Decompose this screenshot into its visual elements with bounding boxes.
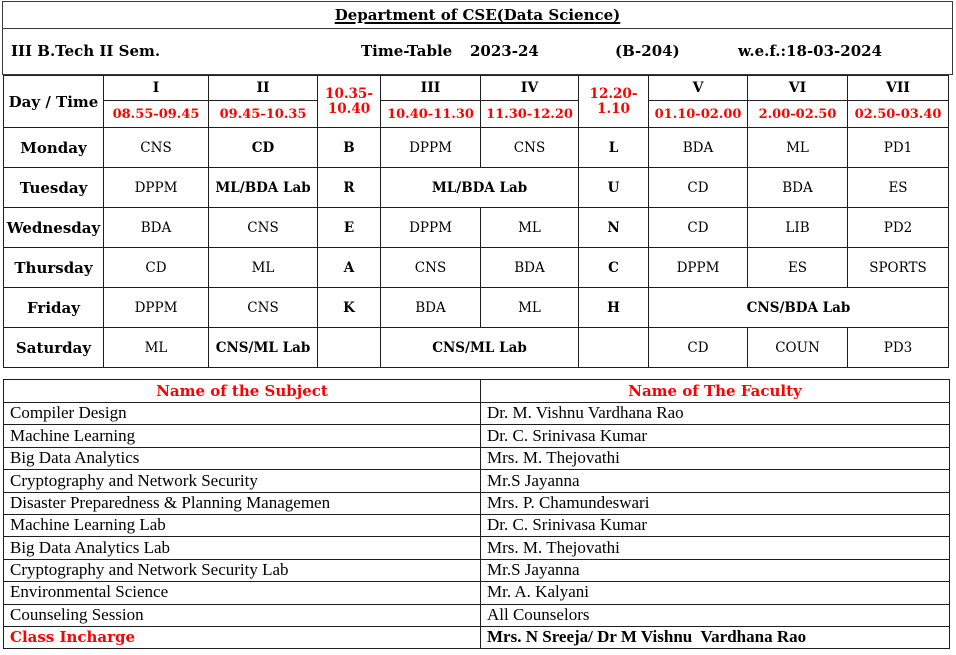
period-cell bbox=[318, 328, 381, 368]
timetable-row bbox=[4, 328, 949, 368]
period-cell: ES bbox=[748, 248, 848, 288]
subject-name: Machine Learning Lab bbox=[4, 514, 481, 536]
wef-date: w.e.f.:18-03-2024 bbox=[738, 42, 883, 60]
period-cell: C bbox=[579, 248, 649, 288]
subject-name: Big Data Analytics Lab bbox=[4, 537, 481, 559]
period-cell: A bbox=[318, 248, 381, 288]
period-time: 08.55-09.45 bbox=[104, 101, 209, 128]
day-label: Tuesday bbox=[4, 168, 104, 208]
period-cell: R bbox=[318, 168, 381, 208]
period-cell: CNS bbox=[381, 248, 481, 288]
subject-name: Environmental Science bbox=[4, 582, 481, 604]
period-cell: CD bbox=[649, 168, 748, 208]
semester-label: III B.Tech II Sem. bbox=[11, 42, 161, 60]
period-cell: ML bbox=[104, 328, 209, 368]
period-cell: CD bbox=[104, 248, 209, 288]
subject-row bbox=[4, 447, 950, 469]
period-cell: DPPM bbox=[104, 168, 209, 208]
day-label: Thursday bbox=[4, 248, 104, 288]
period-cell: N bbox=[579, 208, 649, 248]
header-info-row bbox=[3, 29, 952, 74]
timetable-row bbox=[4, 288, 949, 328]
subject-name: Big Data Analytics bbox=[4, 447, 481, 469]
period-header: V bbox=[649, 76, 748, 101]
lunch-column-header bbox=[579, 76, 649, 128]
period-cell: CNS bbox=[209, 208, 318, 248]
period-header: I bbox=[104, 76, 209, 101]
faculty-name: Mrs. N Sreeja/ Dr M Vishnu Vardhana Rao bbox=[481, 626, 950, 648]
period-time-row bbox=[4, 101, 949, 128]
faculty-name: Mrs. M. Thejovathi bbox=[481, 537, 950, 559]
period-cell: SPORTS bbox=[848, 248, 949, 288]
subject-name: Machine Learning bbox=[4, 425, 481, 447]
subject-name: Cryptography and Network Security bbox=[4, 470, 481, 492]
timetable-row bbox=[4, 208, 949, 248]
break-column-header bbox=[318, 76, 381, 128]
period-header: II bbox=[209, 76, 318, 101]
period-cell: CNS/ML Lab bbox=[381, 328, 579, 368]
period-cell: PD1 bbox=[848, 128, 949, 168]
timetable-grid bbox=[3, 75, 949, 368]
period-cell: CNS bbox=[104, 128, 209, 168]
period-cell: E bbox=[318, 208, 381, 248]
period-cell: DPPM bbox=[381, 208, 481, 248]
day-label: Wednesday bbox=[4, 208, 104, 248]
period-cell: ML bbox=[481, 208, 579, 248]
period-cell: ML bbox=[481, 288, 579, 328]
period-time: 02.50-03.40 bbox=[848, 101, 949, 128]
period-cell: DPPM bbox=[381, 128, 481, 168]
subject-faculty-table bbox=[3, 379, 950, 649]
period-cell: BDA bbox=[649, 128, 748, 168]
faculty-name: Mrs. P. Chamundeswari bbox=[481, 492, 950, 514]
period-time: 2.00-02.50 bbox=[748, 101, 848, 128]
period-cell: COUN bbox=[748, 328, 848, 368]
period-cell: CD bbox=[649, 328, 748, 368]
period-cell: DPPM bbox=[104, 288, 209, 328]
faculty-name: Mr.S Jayanna bbox=[481, 559, 950, 581]
period-cell: CNS bbox=[481, 128, 579, 168]
period-number-row bbox=[4, 76, 949, 101]
title-row bbox=[3, 2, 952, 29]
faculty-column-header: Name of The Faculty bbox=[481, 380, 950, 403]
period-header: VII bbox=[848, 76, 949, 101]
period-cell: ML/BDA Lab bbox=[381, 168, 579, 208]
period-cell: U bbox=[579, 168, 649, 208]
subject-name: Disaster Preparedness & Planning Managemen bbox=[4, 492, 481, 514]
faculty-name: Dr. C. Srinivasa Kumar bbox=[481, 514, 950, 536]
faculty-name: Dr. C. Srinivasa Kumar bbox=[481, 425, 950, 447]
period-cell: CNS/BDA Lab bbox=[649, 288, 949, 328]
period-header: IV bbox=[481, 76, 579, 101]
subject-row bbox=[4, 425, 950, 447]
lunch-time-line2: 1.10 bbox=[597, 100, 630, 117]
faculty-name: Mr.S Jayanna bbox=[481, 470, 950, 492]
subject-name: Counseling Session bbox=[4, 604, 481, 626]
period-cell: BDA bbox=[381, 288, 481, 328]
timetable-label: Time-Table bbox=[361, 42, 453, 60]
day-label: Saturday bbox=[4, 328, 104, 368]
faculty-name: All Counselors bbox=[481, 604, 950, 626]
class-incharge-row bbox=[4, 626, 950, 648]
day-label: Monday bbox=[4, 128, 104, 168]
subject-row bbox=[4, 604, 950, 626]
subject-row bbox=[4, 537, 950, 559]
period-cell: PD2 bbox=[848, 208, 949, 248]
lunch-time-line1: 12.20- bbox=[589, 85, 638, 102]
subject-table-header-row bbox=[4, 380, 950, 403]
subject-row bbox=[4, 582, 950, 604]
period-time: 09.45-10.35 bbox=[209, 101, 318, 128]
period-time: 01.10-02.00 bbox=[649, 101, 748, 128]
faculty-name: Dr. M. Vishnu Vardhana Rao bbox=[481, 403, 950, 425]
period-cell: K bbox=[318, 288, 381, 328]
page-title: Department of CSE(Data Science) bbox=[334, 6, 621, 24]
period-cell: BDA bbox=[104, 208, 209, 248]
period-time: 11.30-12.20 bbox=[481, 101, 579, 128]
subject-name: Cryptography and Network Security Lab bbox=[4, 559, 481, 581]
period-header: III bbox=[381, 76, 481, 101]
faculty-name: Mr. A. Kalyani bbox=[481, 582, 950, 604]
subject-row bbox=[4, 559, 950, 581]
period-cell: ML/BDA Lab bbox=[209, 168, 318, 208]
period-cell: CD bbox=[209, 128, 318, 168]
period-cell: LIB bbox=[748, 208, 848, 248]
day-label: Friday bbox=[4, 288, 104, 328]
academic-year: 2023-24 bbox=[470, 42, 539, 60]
period-cell: CNS/ML Lab bbox=[209, 328, 318, 368]
subject-row bbox=[4, 492, 950, 514]
subject-row bbox=[4, 514, 950, 536]
subject-row bbox=[4, 403, 950, 425]
timetable-row bbox=[4, 128, 949, 168]
period-cell: BDA bbox=[748, 168, 848, 208]
subject-column-header: Name of the Subject bbox=[4, 380, 481, 403]
period-cell: PD3 bbox=[848, 328, 949, 368]
period-cell: ML bbox=[209, 248, 318, 288]
period-cell: CD bbox=[649, 208, 748, 248]
subject-row bbox=[4, 470, 950, 492]
break-time-line1: 10.35- bbox=[325, 85, 373, 102]
timetable-row bbox=[4, 168, 949, 208]
subject-name: Class Incharge bbox=[4, 626, 481, 648]
faculty-name: Mrs. M. Thejovathi bbox=[481, 447, 950, 469]
break-time-line2: 10.40 bbox=[327, 100, 371, 117]
document-header bbox=[2, 1, 953, 75]
period-cell: DPPM bbox=[649, 248, 748, 288]
period-cell: CNS bbox=[209, 288, 318, 328]
period-cell: ML bbox=[748, 128, 848, 168]
period-cell bbox=[579, 328, 649, 368]
period-cell: H bbox=[579, 288, 649, 328]
period-cell: B bbox=[318, 128, 381, 168]
period-time: 10.40-11.30 bbox=[381, 101, 481, 128]
day-time-header: Day / Time bbox=[4, 76, 104, 128]
room-number: (B-204) bbox=[615, 42, 680, 60]
period-header: VI bbox=[748, 76, 848, 101]
subject-name: Compiler Design bbox=[4, 403, 481, 425]
period-cell: ES bbox=[848, 168, 949, 208]
period-cell: L bbox=[579, 128, 649, 168]
period-cell: BDA bbox=[481, 248, 579, 288]
timetable-row bbox=[4, 248, 949, 288]
